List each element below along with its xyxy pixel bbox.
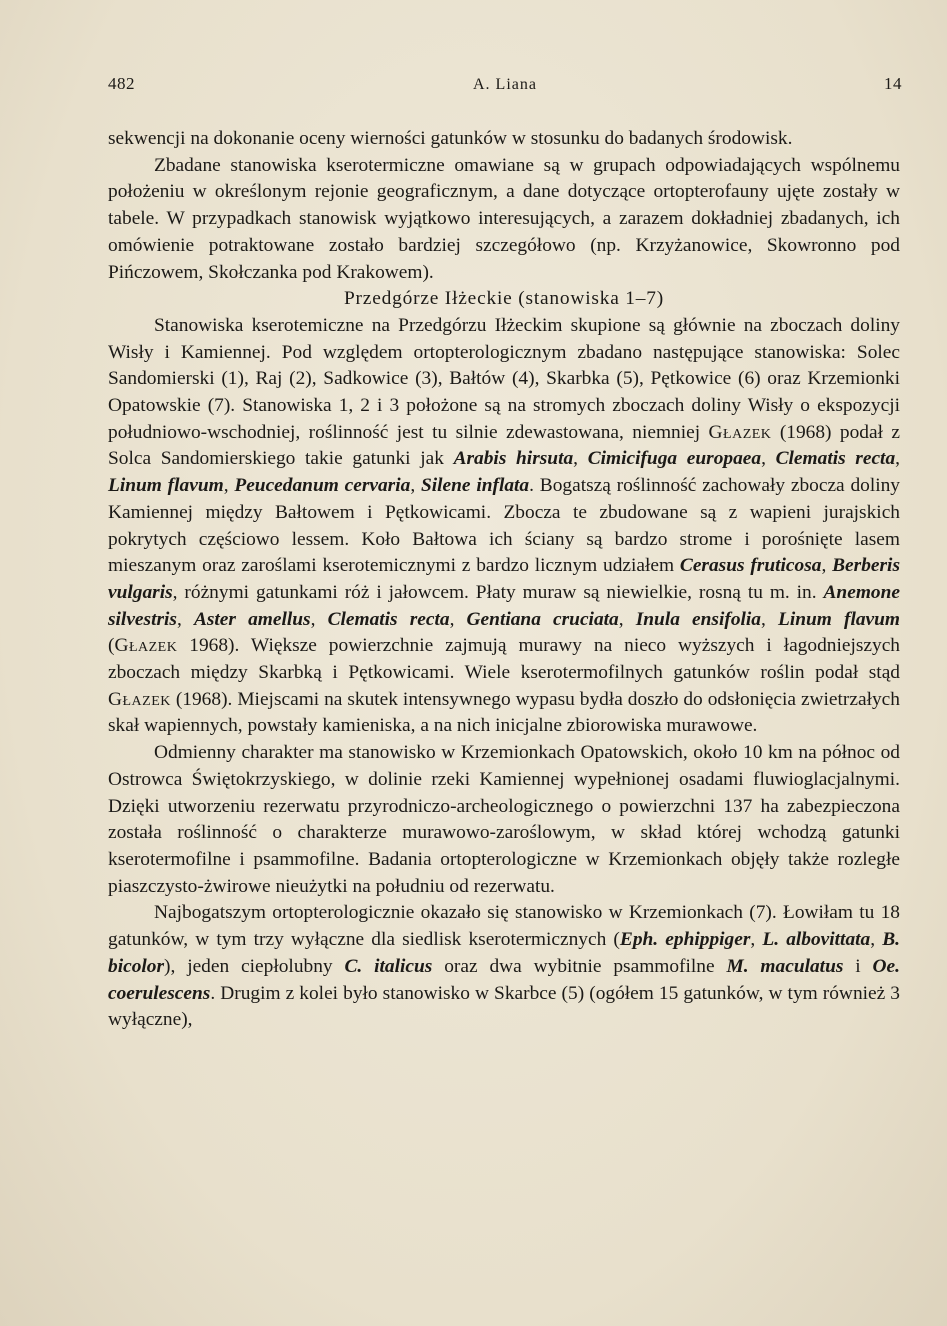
text-run: Stanowiska kserotemiczne na Przedgórzu Iłżeckim skupione są głównie na zboczach doliny Wisły i Kamiennej. Pod względem ortopterologicznym zbadano następujące stanowiska: Solec Sandomierski (1), Raj (2), Sadkowice (3), Bałtów (4), Skarbka (5), Pętkowice (6) oraz Krzemionki Opatowskie (7). Stanowiska 1, 2 i 3 położone są na stromych zboczach doliny Wisły o ekspozycji południowo-wschodniej, roślinność jest tu silnie zdewastowana, niemniej bbox=[108, 314, 900, 443]
species-name: L. albovittata bbox=[762, 929, 871, 951]
text-run: i bbox=[843, 955, 873, 977]
species-name: Inula ensifolia bbox=[635, 608, 761, 630]
paragraph-sites-description bbox=[108, 313, 900, 740]
section-heading: Przedgórze Iłżeckie (stanowiska 1–7) bbox=[343, 288, 665, 310]
paragraph-results bbox=[108, 900, 900, 1034]
species-name: Cerasus fruticosa bbox=[679, 555, 822, 577]
text-run: , bbox=[761, 608, 778, 630]
species-name: Eph. ephippiger bbox=[619, 929, 751, 951]
species-name: Peucedanum cervaria bbox=[234, 475, 411, 497]
text-run: . Bogatszą roślinność zachowały zbocza doliny Kamiennej między Bałtowem i Pętkowicami. Zbocza te zbudowane są z wapieni jurajskich pokrytych częściowo lessem. Koło Bałtowa ich ściany są bardzo strome i porośnięte lasem mieszanym oraz zaroślami kserotemicznymi z bardzo licznym udziałem bbox=[108, 475, 901, 577]
text-run: , bbox=[750, 929, 763, 951]
text-run: , bbox=[449, 608, 467, 630]
text-run: ), jeden ciepłolubny bbox=[164, 955, 345, 977]
text-run: , bbox=[821, 555, 833, 577]
species-name: Clematis recta bbox=[327, 608, 450, 630]
author-citation: Głazek bbox=[114, 635, 178, 657]
paragraph-krzemionki: Odmienny charakter ma stanowisko w Krzemionkach Opatowskich, około 10 km na północ od Ostrowca Świętokrzyskiego, w dolinie rzeki Kamiennej wypełnionej osadami fluwioglacjalnymi. Dzięki utworzeniu rezerwatu przyrodniczo-archeologicznego o powierzchni 137 ha zabezpieczona została roślinność o charakterze murawowo-zaroślowym, w skład której wchodzą gatunki kserotermofilne i psammofilne. Badania ortopterologiczne w Krzemionkach objęły także rozległe piaszczysto-żwirowe nieużytki na południu od rezerwatu. bbox=[108, 742, 900, 897]
species-name: Aster amellus bbox=[193, 608, 311, 630]
species-name: Anemone silvestris bbox=[108, 581, 900, 630]
body-text bbox=[108, 126, 900, 1034]
species-name: Gentiana cruciata bbox=[466, 608, 619, 630]
author-citation: Głazek bbox=[108, 688, 171, 710]
species-name: C. italicus bbox=[344, 955, 433, 977]
text-run: , bbox=[870, 929, 883, 951]
text-run: , bbox=[310, 608, 328, 630]
species-name: Linum flavum bbox=[777, 608, 901, 630]
species-name: Arabis hirsuta bbox=[453, 448, 574, 470]
page-number: 482 bbox=[108, 74, 135, 93]
text-run: . Drugim z kolei było stanowisko w Skarbce (5) (ogółem 15 gatunków, w tym również 3 wyłączne), bbox=[108, 982, 900, 1031]
text-run: , różnymi gatunkami róż i jałowcem. Płaty muraw są niewielkie, rosną tu m. in. bbox=[172, 581, 824, 603]
text-run: ( bbox=[108, 635, 115, 657]
species-name: Clematis recta bbox=[775, 448, 896, 470]
text-run: , bbox=[895, 448, 900, 470]
text-run: , bbox=[573, 448, 588, 470]
section-number: 14 bbox=[884, 74, 902, 93]
text-run: , bbox=[618, 608, 636, 630]
text-run: Najbogatszym ortopterologicznie okazało się stanowisko w Krzemionkach (7). Łowiłam tu 18 gatunków, w tym trzy wyłączne dla siedlisk kserotermicznych ( bbox=[108, 902, 900, 951]
running-title-author: A. Liana bbox=[473, 76, 537, 93]
text-run: (1968). Miejscami na skutek intensywnego wypasu bydła doszło do odsłonięcia zwietrzałych skał wapiennych, powstały kamieniska, a na nich inicjalne zbiorowiska murawowe. bbox=[108, 688, 900, 737]
text-run: , bbox=[176, 608, 194, 630]
species-name: Cimicifuga europaea bbox=[587, 448, 762, 470]
paragraph-methods: Zbadane stanowiska kserotermiczne omawiane są w grupach odpowiadających wspólnemu położeniu w określonym rejonie geograficznym, a dane dotyczące ortopterofauny ujęte zostały w tabele. W przypadkach stanowisk wyjątkowo interesujących, a zarazem dokładniej zbadanych, ich omówienie potraktowane zostało bardziej szczegółowo (np. Krzyżanowice, Skowronno pod Pińczowem, Skołczanka pod Krakowem). bbox=[108, 154, 900, 283]
paragraph-continued: sekwencji na dokonanie oceny wierności gatunków w stosunku do badanych środowisk. bbox=[108, 128, 793, 149]
text-run: , bbox=[761, 448, 776, 470]
text-run: , bbox=[223, 475, 235, 497]
species-name: Silene inflata bbox=[420, 475, 530, 497]
text-run: oraz dwa wybitnie psammofilne bbox=[432, 955, 727, 977]
species-name: B. bicolor bbox=[108, 929, 900, 977]
species-name: Oe. coerulescens bbox=[108, 955, 901, 1004]
species-name: Berberis vulgaris bbox=[108, 555, 900, 603]
text-run: 1968). Większe powierzchnie zajmują murawy na nieco wyższych i łagodniejszych zboczach między Skarbką i Pętkowicami. Wiele kserotermofilnych gatunków roślin podał stąd bbox=[108, 635, 900, 684]
species-name: M. maculatus bbox=[726, 955, 844, 977]
page-header bbox=[108, 74, 902, 98]
author-citation: Głazek bbox=[708, 421, 772, 443]
text-run: , bbox=[410, 475, 421, 497]
text-run: (1968) podał z Solca Sandomierskiego takie gatunki jak bbox=[108, 421, 900, 470]
species-name: Linum flavum bbox=[108, 475, 224, 497]
